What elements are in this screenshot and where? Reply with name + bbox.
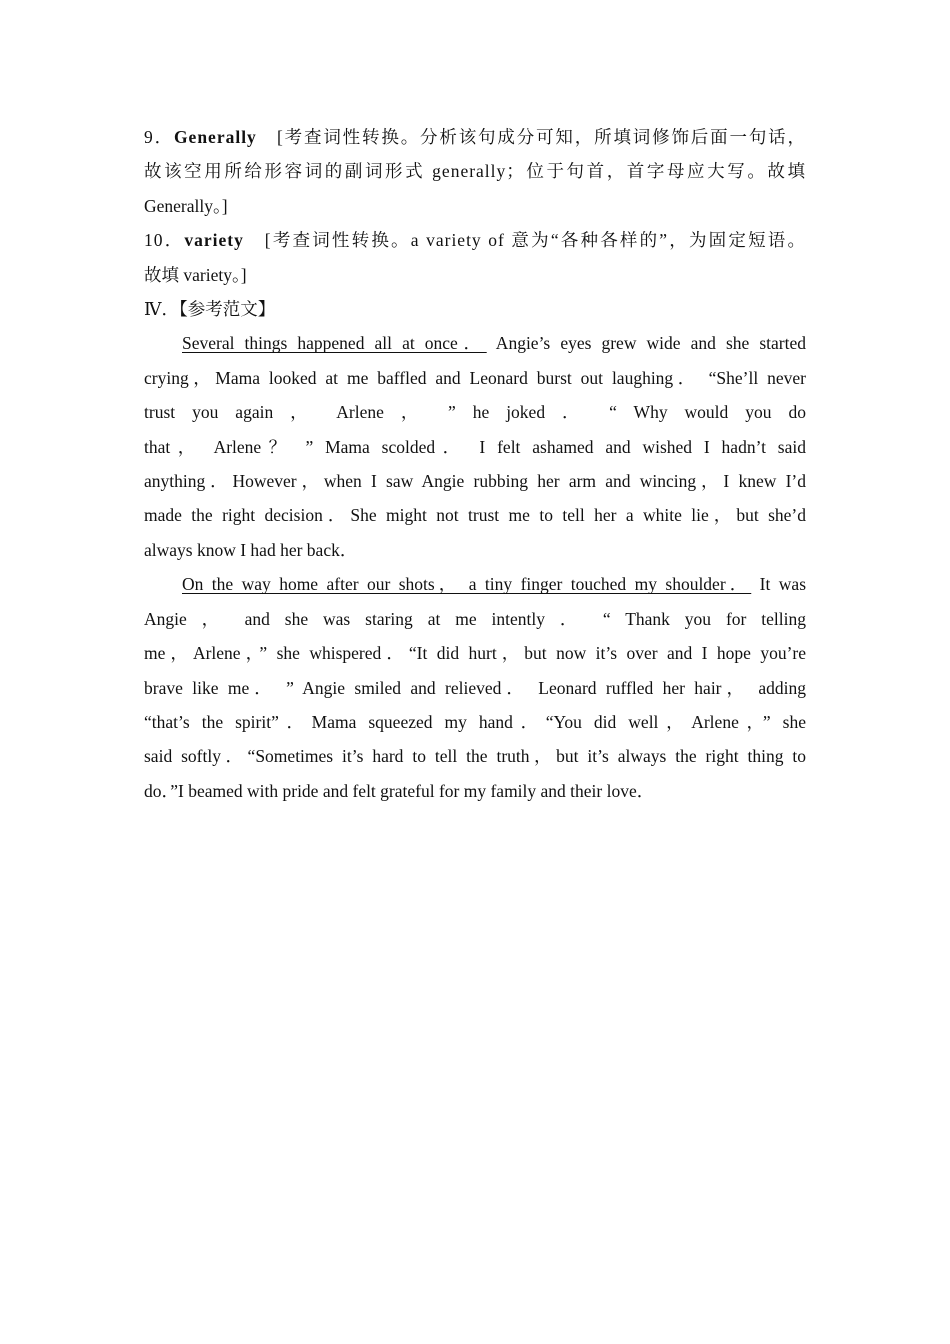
item-10-number: 10． xyxy=(144,230,185,251)
para-1-opening-sentence: Several things happened all at once． xyxy=(182,333,487,354)
para-2-line-6: said softly．“Sometimes it’s hard to tell the truth，but it’s always the right thing to xyxy=(144,746,806,767)
para-1-line-5: anything．However，when I saw Angie rubbing her arm and wincing，I knew I’d xyxy=(144,471,807,492)
document-body xyxy=(144,120,806,808)
para-2-line-1-rest: It was xyxy=(751,574,807,595)
para-2-line-4: brave like me． ” Angie smiled and relieved． Leonard ruffled her hair， adding xyxy=(144,677,806,698)
item-9-answer: Generally xyxy=(173,127,257,147)
para-1-line-2: crying，Mama looked at me baffled and Leonard burst out laughing． “She’ll never xyxy=(144,367,806,388)
para-1-line-7: always know I had her back． xyxy=(144,539,358,560)
para-1-line-6: made the right decision．She might not trust me to tell her a white lie，but she’d xyxy=(144,505,806,526)
para-2-line-1 xyxy=(144,567,806,601)
item-9-number: 9． xyxy=(144,127,174,147)
item-10-line-2: 故填 variety。] xyxy=(144,264,247,285)
item-10-explanation: [考查词性转换。a variety of 意为“各种各样的”，为固定短语。 xyxy=(243,230,806,251)
para-2-line-7: do．”I beamed with pride and felt grateful for my family and their love． xyxy=(144,780,655,801)
item-10-answer: variety xyxy=(184,230,244,251)
para-1-line-4: that， Arlene？ ” Mama scolded． I felt ashamed and wished I hadn’t said xyxy=(144,436,806,457)
para-2-line-2: Angie ， and she was staring at me intently ． “ Thank you for telling xyxy=(144,608,806,629)
item-9-line-3: Generally。] xyxy=(144,195,228,216)
para-1-line-1-rest: Angie’s eyes grew wide and she started xyxy=(486,333,806,354)
para-1-line-1 xyxy=(144,326,806,360)
para-2-line-5: “that’s the spirit”．Mama squeezed my hand．“You did well，Arlene，” she xyxy=(144,711,806,732)
para-1-line-3: trust you again ， Arlene ， ” he joked ． “ Why would you do xyxy=(144,402,806,423)
item-9-explanation: [考查词性转换。分析该句成分可知，所填词修饰后面一句话， xyxy=(256,127,807,147)
para-2-line-3: me，Arlene，” she whispered．“It did hurt，but now it’s over and I hope you’re xyxy=(144,643,806,664)
para-2-opening-sentence: On the way home after our shots， a tiny finger touched my shoulder． xyxy=(182,574,752,595)
item-9-line-1 xyxy=(144,120,806,154)
item-9-line-2: 故该空用所给形容词的副词形式 generally；位于句首，首字母应大写。故填 xyxy=(144,161,806,182)
item-10-line-1 xyxy=(144,223,806,257)
section-heading: Ⅳ．【参考范文】 xyxy=(144,299,276,320)
